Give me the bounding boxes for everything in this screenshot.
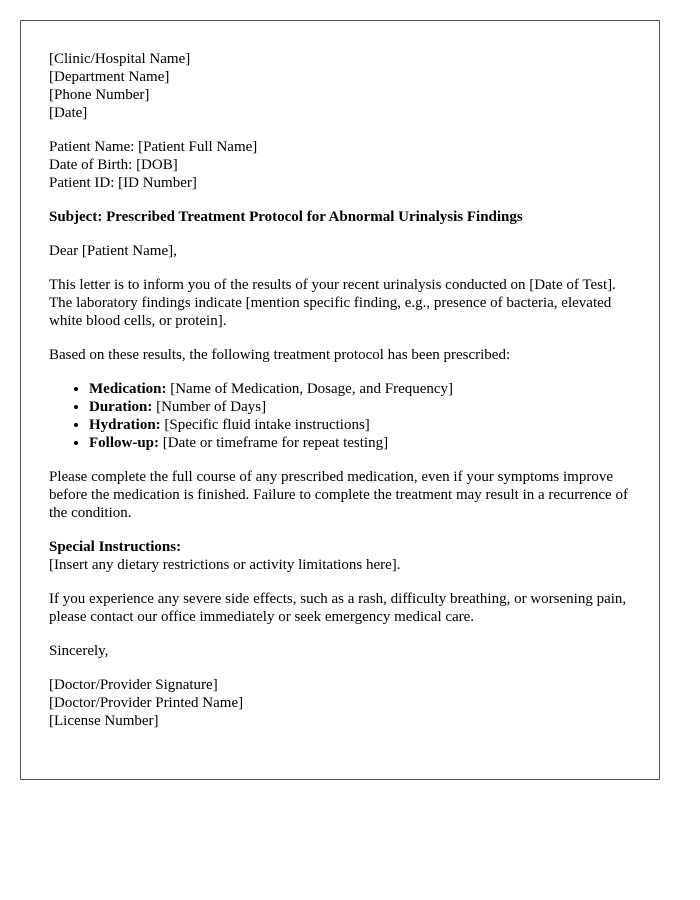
license-number: [License Number]: [49, 713, 159, 729]
patient-info: [49, 138, 631, 192]
patient-name-line: Patient Name: [Patient Full Name]: [49, 139, 258, 155]
salutation: Dear [Patient Name],: [49, 243, 177, 259]
patient-dob-line: Date of Birth: [DOB]: [49, 157, 178, 173]
protocol-item-label: Follow-up:: [89, 435, 160, 451]
letter-date: [Date]: [49, 105, 88, 121]
intro-paragraph: This letter is to inform you of the results of your recent urinalysis conducted on [Date of Test]. The laboratory findings indicate [mention specific finding, e.g., presence of bacteria, elevated white blood cells, or protein].: [49, 277, 616, 329]
side-effects-paragraph: If you experience any severe side effects, such as a rash, difficulty breathing, or worsening pain, please contact our office immediately or seek emergency medical care.: [49, 591, 627, 625]
special-instructions-heading: Special Instructions:: [49, 539, 182, 555]
protocol-item-medication: [89, 380, 631, 398]
special-instructions: [49, 538, 631, 574]
protocol-item-value: [Specific fluid intake instructions]: [160, 417, 370, 433]
signature-block: [49, 676, 631, 730]
protocol-item-hydration: [89, 416, 631, 434]
clinic-header: [49, 50, 631, 122]
special-instructions-text: [Insert any dietary restrictions or activity limitations here].: [49, 557, 401, 573]
protocol-item-label: Hydration:: [89, 417, 161, 433]
department-name: [Department Name]: [49, 69, 170, 85]
treatment-protocol-list: [49, 380, 631, 452]
protocol-intro-paragraph: Based on these results, the following treatment protocol has been prescribed:: [49, 347, 511, 363]
complete-course-paragraph: Please complete the full course of any prescribed medication, even if your symptoms improve before the medication is finished. Failure to complete the treatment may result in a recurrence of the condition.: [49, 469, 628, 521]
letter-document: [20, 20, 660, 780]
subject-line: Subject: Prescribed Treatment Protocol for Abnormal Urinalysis Findings: [49, 209, 523, 225]
clinic-name: [Clinic/Hospital Name]: [49, 51, 191, 67]
provider-printed-name: [Doctor/Provider Printed Name]: [49, 695, 244, 711]
patient-id-line: Patient ID: [ID Number]: [49, 175, 197, 191]
protocol-item-value: [Number of Days]: [152, 399, 267, 415]
protocol-item-duration: [89, 398, 631, 416]
protocol-item-follow-up: [89, 434, 631, 452]
provider-signature: [Doctor/Provider Signature]: [49, 677, 218, 693]
phone-number: [Phone Number]: [49, 87, 150, 103]
protocol-item-label: Duration:: [89, 399, 153, 415]
protocol-item-value: [Name of Medication, Dosage, and Frequency]: [166, 381, 454, 397]
protocol-item-value: [Date or timeframe for repeat testing]: [159, 435, 389, 451]
protocol-item-label: Medication:: [89, 381, 167, 397]
closing: Sincerely,: [49, 643, 109, 659]
